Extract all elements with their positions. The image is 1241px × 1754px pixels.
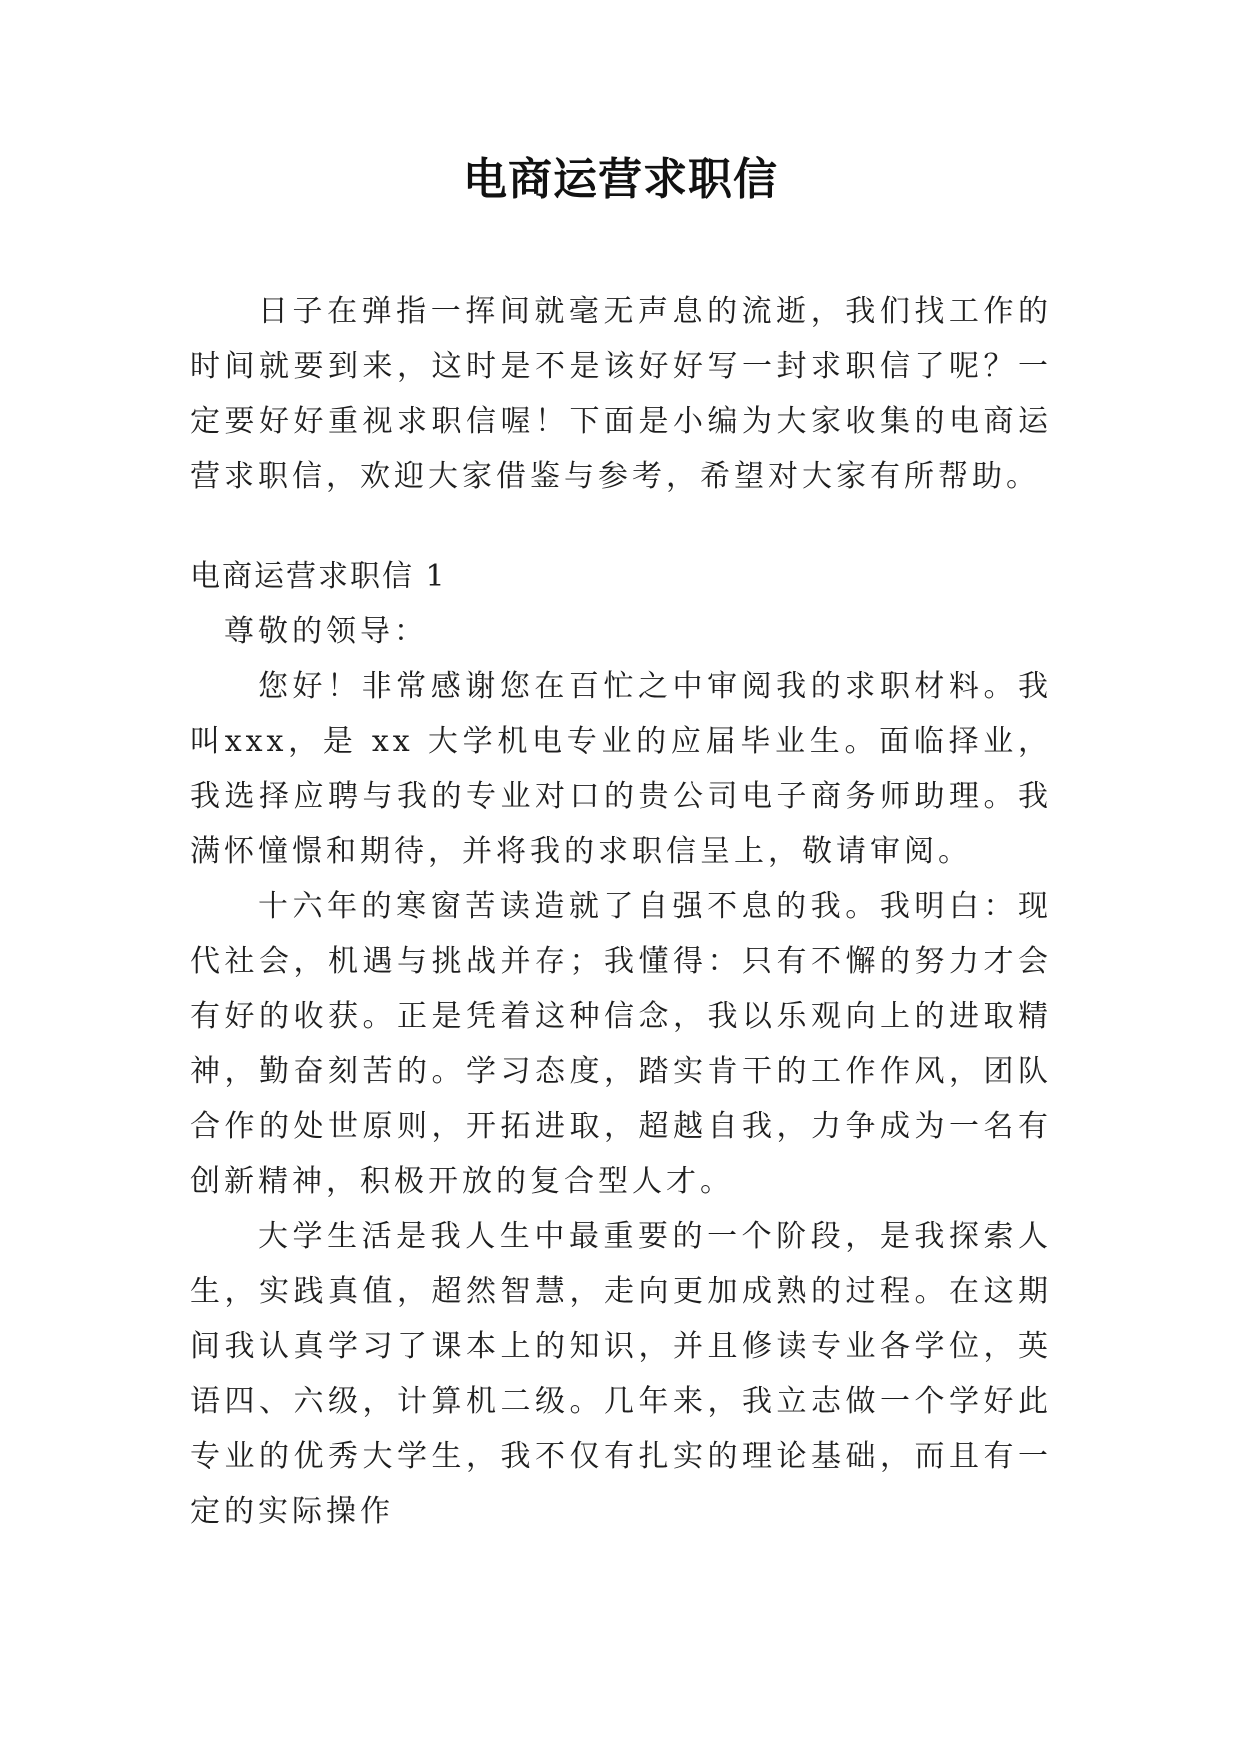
salutation: 尊敬的领导：	[224, 614, 428, 649]
body-paragraph-2: 十六年的寒窗苦读造就了自强不息的我。我明白：现代社会，机遇与挑战并存；我懂得：只有不懈的努力才会有好的收获。正是凭着这种信念，我以乐观向上的进取精神，勤奋刻苦的。学习态度，踏实肯干的工作作风，团队合作的处世原则，开拓进取，超越自我，力争成为一名有创新精神，积极开放的复合型人才。	[190, 889, 1052, 1199]
intro-paragraph: 日子在弹指一挥间就毫无声息的流逝，我们找工作的时间就要到来，这时是不是该好好写一封求职信了呢？一定要好好重视求职信喔！下面是小编为大家收集的电商运营求职信，欢迎大家借鉴与参考，希望对大家有所帮助。	[190, 294, 1052, 494]
document-title: 电商运营求职信	[463, 154, 778, 205]
section-title: 电商运营求职信 1	[190, 559, 447, 594]
body-paragraph-3: 大学生活是我人生中最重要的一个阶段，是我探索人生，实践真值，超然智慧，走向更加成熟的过程。在这期间我认真学习了课本上的知识，并且修读专业各学位，英语四、六级，计算机二级。几年来，我立志做一个学好此专业的优秀大学生，我不仅有扎实的理论基础，而且有一定的实际操作	[190, 1219, 1052, 1529]
body-paragraph-1: 您好！非常感谢您在百忙之中审阅我的求职材料。我叫xxx，是 xx 大学机电专业的应届毕业生。面临择业，我选择应聘与我的专业对口的贵公司电子商务师助理。我满怀憧憬和期待，并将我的求职信呈上，敬请审阅。	[190, 669, 1052, 869]
document-body	[190, 284, 1052, 1539]
